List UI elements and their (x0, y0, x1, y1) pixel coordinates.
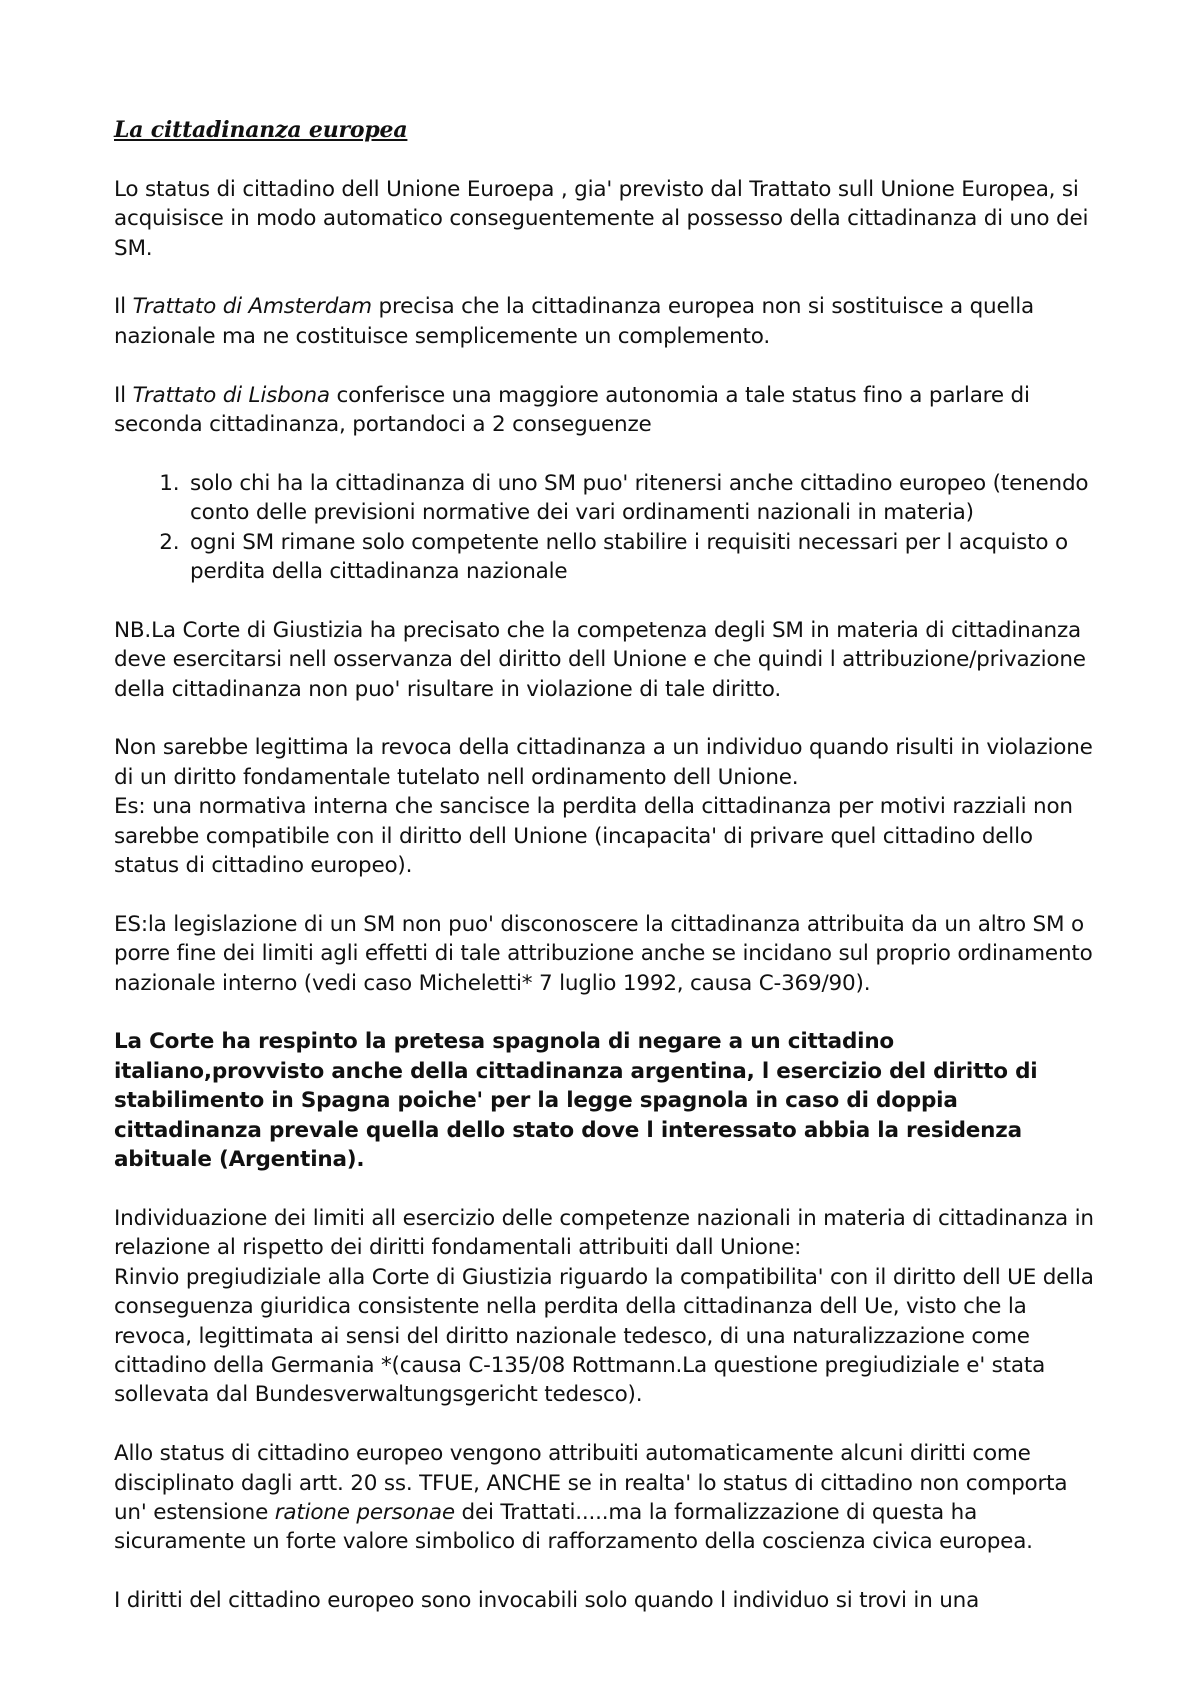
ratione-personae: ratione personae (274, 1499, 455, 1525)
paragraph-lisbona-post: conferisce una maggiore autonomia a tale status fino a parlare di seconda cittadinanza, portandoci a 2 conseguenze (114, 382, 1030, 438)
trattato-lisbona: Trattato di Lisbona (132, 382, 330, 408)
paragraph-status-cittadino: Lo status di cittadino dell Unione Euroepa , gia' previsto dal Trattato sull Unione Europea, si acquisisce in modo automatico conseguentemente al possesso della cittadinanza di uno dei SM. (114, 176, 1089, 261)
paragraph-nb-corte: NB.La Corte di Giustizia ha precisato che la competenza degli SM in materia di cittadinanza deve esercitarsi nell osservanza del diritto dell Unione e che quindi l attribuzione/privazione della cittadinanza non puo' risultare in violazione di tale diritto. (114, 617, 1086, 702)
paragraph-limiti: Individuazione dei limiti all esercizio delle competenze nazionali in materia di cittadinanza in relazione al rispetto dei diritti fondamentali attribuiti dall Unione: (114, 1205, 1094, 1261)
paragraph-lisbona (114, 381, 1104, 440)
paragraph-esempio: Es: una normativa interna che sancisce la perdita della cittadinanza per motivi razziali non sarebbe compatibile con il diritto dell Unione (incapacita' di privare quel cittadino dello status di cittadino europeo). (114, 794, 1073, 879)
list-item: 2. ogni SM rimane solo competente nello stabilire i requisiti necessari per l acquisto o perdita della cittadinanza nazionale (186, 528, 1104, 587)
document-page (114, 116, 1104, 1616)
paragraph-amsterdam-post: precisa che la cittadinanza europea non si sostituisce a quella nazionale ma ne costituisce semplicemente un complemento. (114, 294, 1035, 349)
paragraph-lisbona-pre: Il (114, 382, 133, 408)
paragraph-corte-bold: La Corte ha respinto la pretesa spagnola di negare a un cittadino italiano,provvisto anche della cittadinanza argentina, l esercizio del diritto di stabilimento in Spagna poiche' per la legge spagnola in caso di doppia cittadinanza prevale quella dello stato dove l interessato abbia la residenza abituale (Argentina). (114, 1029, 1038, 1173)
consequences-list (114, 469, 1104, 587)
trattato-amsterdam: Trattato di Amsterdam (132, 294, 372, 320)
paragraph-revoca: Non sarebbe legittima la revoca della cittadinanza a un individuo quando risulti in violazione di un diritto fondamentale tutelato nell ordinamento dell Unione. (114, 735, 1093, 790)
paragraph-rottmann: Rinvio pregiudiziale alla Corte di Giustizia riguardo la compatibilita' con il diritto dell UE della conseguenza giuridica consistente nella perdita della cittadinanza dell Ue, visto che la revoca, legittimata ai sensi del diritto nazionale tedesco, di una naturalizzazione come cittadino della Germania *(causa C-135/08 Rottmann.La questione pregiudiziale e' stata sollevata dal Bundesverwaltungsgericht tedesco). (114, 1264, 1094, 1408)
document-title: La cittadinanza europea (114, 117, 408, 143)
paragraph-diritti (114, 1439, 1104, 1557)
paragraph-diritti-pre: Allo status di cittadino europeo vengono attribuiti automaticamente alcuni diritti come disciplinato dagli artt. 20 ss. TFUE, ANCHE se in realta' lo status di cittadino non comporta un' estensione (114, 1441, 1068, 1525)
paragraph-diritti-post: dei Trattati.....ma la formalizzazione di questa ha sicuramente un forte valore simbolico di rafforzamento della coscienza civica europea. (114, 1499, 1033, 1555)
list-item: 1. solo chi ha la cittadinanza di uno SM puo' ritenersi anche cittadino europeo (tenendo conto delle previsioni normative dei vari ordinamenti nazionali in materia) (186, 469, 1104, 528)
paragraph-amsterdam-pre: Il (114, 294, 133, 320)
paragraph-invocabili: I diritti del cittadino europeo sono invocabili solo quando l individuo si trovi in una (114, 1588, 980, 1614)
paragraph-amsterdam (114, 292, 1104, 351)
paragraph-micheletti: ES:la legislazione di un SM non puo' disconoscere la cittadinanza attribuita da un altro SM o porre fine dei limiti agli effetti di tale attribuzione anche se incidano sul proprio ordinamento nazionale interno (vedi caso Micheletti* 7 luglio 1992, causa C-369/90). (114, 911, 1093, 996)
